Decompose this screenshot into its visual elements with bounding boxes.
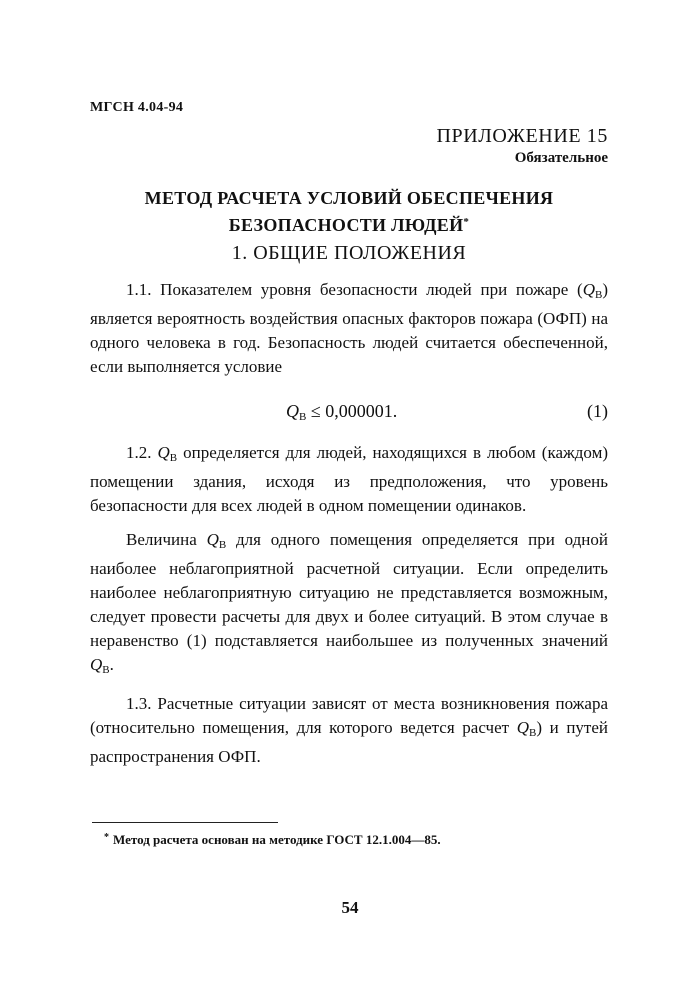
appendix-status: Обязательное	[514, 150, 608, 166]
document-code: МГСН 4.04-94	[90, 100, 184, 115]
page-number: 54	[341, 898, 359, 917]
footnote-mark: *	[104, 832, 109, 843]
formula-row	[90, 387, 608, 433]
q-symbol: QВ	[157, 443, 178, 464]
formula: QВ ≤ 0,000001.	[286, 401, 398, 423]
document-title	[90, 186, 608, 237]
appendix-header	[436, 124, 608, 168]
paragraph-1-2: 1.2. QВ определяется для людей, находящихся в любом (каждом) помещении здания, исходя из предположения, что уровень безопасности для всех людей в одном помещении одинаков.	[90, 443, 609, 515]
appendix-title: ПРИЛОЖЕНИЕ 15	[436, 125, 608, 147]
paragraph-value-q: Величина QВ для одного помещения определяется при одной наиболее неблагоприятной расчетной ситуации. Если определить наиболее неблагоприятную ситуацию не представляется возможным, следует провести расчеты для двух и более ситуаций. В этом случае в неравенство (1) подставляется наибольшее из полученных значений QВ.	[90, 530, 608, 676]
q-symbol: QВ	[516, 718, 537, 739]
paragraph-1-1: 1.1. Показателем уровня безопасности людей при пожаре (QВ) является вероятность воздействия опасных факторов пожара (ОФП) на одного человека в год. Безопасность людей считается обеспеченной, если выполняется условие	[90, 280, 608, 376]
q-symbol: QВ	[286, 401, 307, 423]
section-heading: 1. ОБЩИЕ ПОЛОЖЕНИЯ	[231, 242, 467, 264]
footnote-text: Метод расчета основан на методике ГОСТ 12.1.004—85.	[113, 832, 441, 847]
q-symbol: QВ	[582, 280, 603, 301]
q-symbol: QВ	[206, 530, 227, 551]
q-symbol: QВ	[90, 655, 110, 676]
body-text	[90, 278, 608, 769]
paragraph-1-3: 1.3. Расчетные ситуации зависят от места возникновения пожара (относительно помещения, для которого ведется расчет QВ) и путей распространения ОФП.	[90, 694, 608, 766]
footnote	[104, 832, 441, 848]
footnote-divider	[92, 822, 278, 823]
title-line-1: МЕТОД РАСЧЕТА УСЛОВИЙ ОБЕСПЕЧЕНИЯ	[144, 188, 554, 208]
title-line-2: БЕЗОПАСНОСТИ ЛЮДЕЙ*	[228, 215, 470, 235]
title-footnote-mark: *	[463, 216, 470, 228]
equation-number: (1)	[587, 401, 608, 421]
